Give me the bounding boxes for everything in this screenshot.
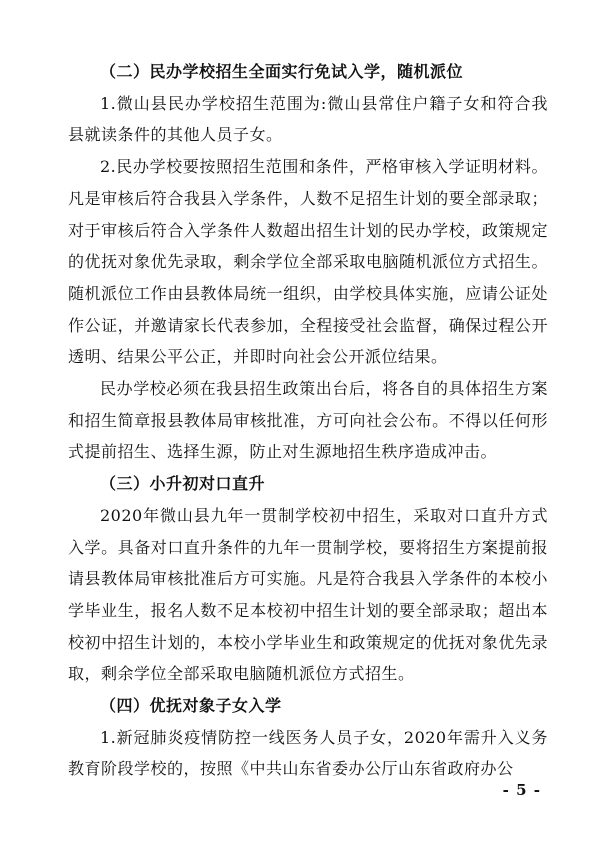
page-number: - 5 -: [502, 781, 541, 799]
paragraph-admission-review: 2.民办学校要按照招生范围和条件，严格审核入学证明材料。凡是审核后符合我县入学条件，人数不足招生计划的要全部录取；对于审核后符合入学条件人数超出招生计划的民办学校，政策规定的优抚对象优先录取，剩余学位全部采取电脑随机派位方式招生。随机派位工作由县教体局统一组织，由学校具体实施，应请公证处作公证，并邀请家长代表参加，全程接受社会监督，确保过程公开透明、结果公平公正，并即时向社会公开派位结果。: [68, 157, 548, 367]
paragraph-direct-promotion: 2020年微山县九年一贯制学校初中招生，采取对口直升方式入学。具备对口直升条件的九年一贯制学校，要将招生方案提前报请县教体局审核批准后方可实施。凡是符合我县入学条件的本校小学毕业生，报名人数不足本校初中招生计划的要全部录取；超出本校初中招生计划的，本校小学毕业生和政策规定的优抚对象优先录取，剩余学位全部采取电脑随机派位方式招生。: [68, 505, 548, 684]
section-heading-private-schools: （二）民办学校招生全面实行免试入学，随机派位: [100, 62, 464, 81]
section-heading-direct-promotion: （三）小升初对口直升: [100, 474, 266, 494]
document-body: [68, 56, 548, 785]
paragraph-enrollment-scope: 1.微山县民办学校招生范围为:微山县常住户籍子女和符合我县就读条件的其他人员子女。: [68, 93, 548, 145]
paragraph-private-school-plan: 民办学校必须在我县招生政策出台后，将各自的具体招生方案和招生简章报县教体局审核批准，方可向社会公布。不得以任何形式提前招生、选择生源，防止对生源地招生秩序造成冲击。: [68, 379, 548, 462]
paragraph-medical-staff-children: 1.新冠肺炎疫情防控一线医务人员子女，2020年需升入义务教育阶段学校的，按照《中共山东省委办公厅山东省政府办公: [68, 727, 548, 779]
section-heading-preferential-children: （四）优抚对象子女入学: [100, 696, 282, 716]
